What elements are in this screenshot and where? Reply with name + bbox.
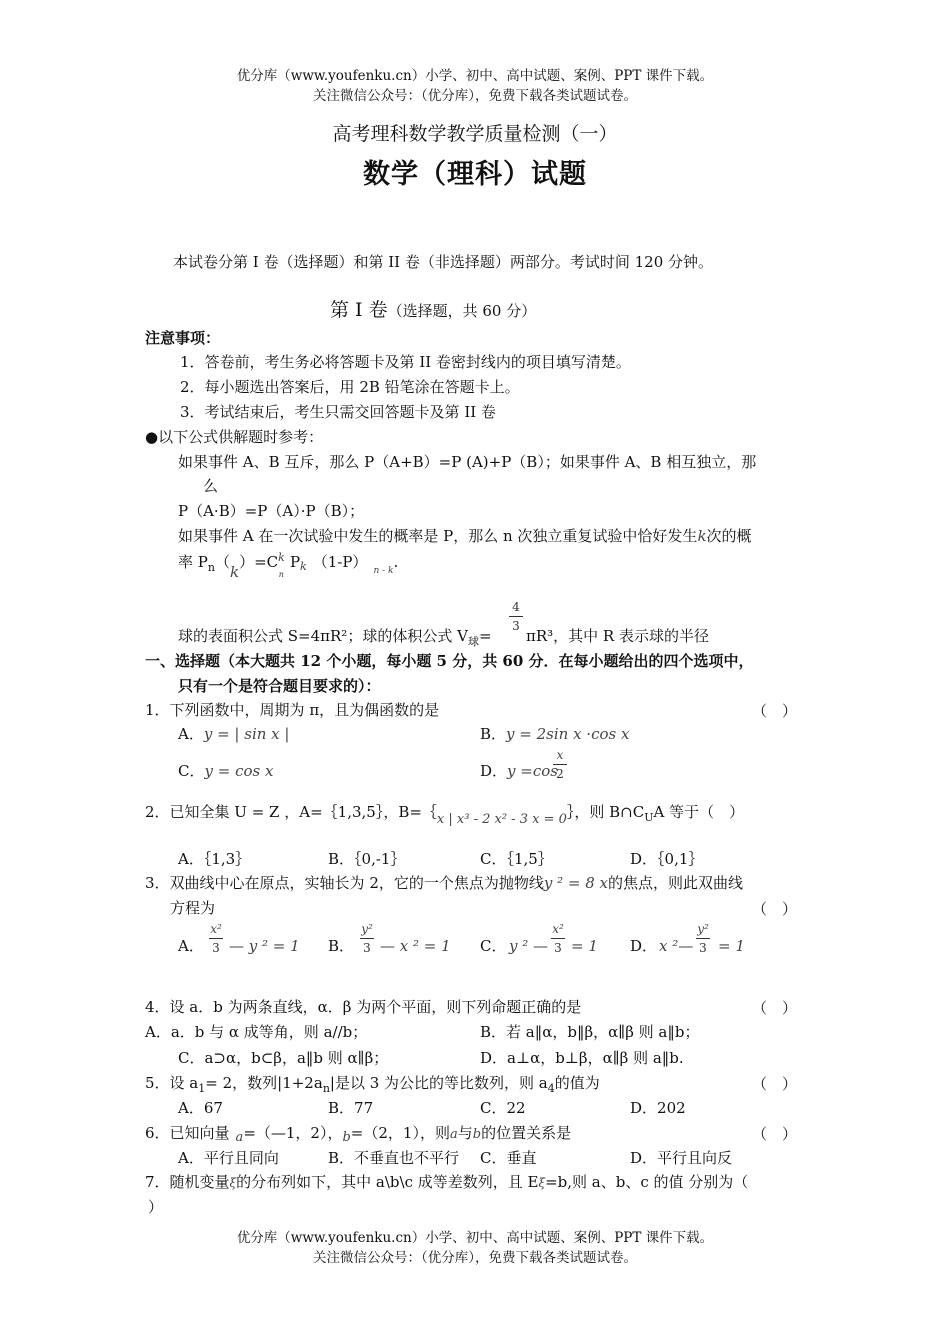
q1-c-expr: y = cos x: [204, 762, 274, 780]
q1-d-expr: y =cos: [507, 762, 558, 780]
q2-sub-u: U: [644, 811, 654, 824]
q3-a-label: A．: [178, 937, 204, 955]
q5-option-a: A．67: [178, 1099, 223, 1117]
footer-line-1: 优分库（www.youfenku.cn）小学、初中、高中试题、案例、PPT 课件下载。: [236, 1230, 714, 1246]
sphere-formula: [178, 626, 492, 652]
q3-d-label: D．: [630, 937, 658, 955]
section1-line-1: 一、选择题（本大题共 12 个小题，每小题 5 分，共 60 分．在每小题给出的四个选项中，: [145, 652, 754, 670]
q3-d-fraction: [694, 922, 712, 955]
part1-note: （选择题，共 60 分）: [387, 302, 537, 320]
q1-stem: 1．下列函数中，周期为 π，且为偶函数的是: [145, 701, 440, 719]
formula-pn-sub: n: [207, 561, 215, 574]
q3-c-label: C．: [480, 937, 507, 955]
q3-stem-2: 方程为: [170, 899, 216, 917]
formula-c-sup: k: [278, 551, 285, 564]
q5-option-d: D．202: [630, 1099, 686, 1117]
q6-stem-b: =（—1，2），: [243, 1124, 343, 1142]
part1-heading: [330, 300, 536, 321]
q7-stem-b: 的分布列如下，其中 a\b\c 成等差数列，且 E: [236, 1173, 539, 1191]
q3-c-den: 3: [554, 941, 562, 955]
q5-sub-n: n: [322, 1082, 330, 1095]
q1-c-label: C．: [178, 762, 205, 780]
exam-title: 数学（理科）试题: [363, 159, 587, 190]
q2-stem-a: 2．已知全集 U = Z ，A=｛1,3,5｝，B=｛: [145, 803, 437, 821]
q3-c-num: x²: [552, 922, 564, 936]
q4-option-a: A．a．b 与 α 成等角，则 a//b；: [145, 1023, 368, 1041]
formula-q-exp: n - k: [373, 566, 394, 576]
q7-stem-a: 7．随机变量: [145, 1173, 230, 1191]
section1-line-2: 只有一个是符合题目要求的）：: [178, 677, 381, 695]
q1-b-label: B．: [480, 725, 507, 743]
header-line-1: 优分库（www.youfenku.cn）小学、初中、高中试题、案例、PPT 课件下载。: [236, 68, 714, 84]
q6-stem-e: 的位置关系是: [481, 1124, 572, 1142]
q5-sub-4: 4: [547, 1082, 555, 1095]
q5-answer-paren: （ ）: [752, 1075, 798, 1093]
notice-item-1: 1．答卷前，考生务必将答题卡及第 II 卷密封线内的项目填写清楚。: [180, 353, 631, 371]
q2-set: x | x³ - 2 x² - 3 x = 0: [436, 812, 567, 827]
q3-a-rest: — y ² = 1: [229, 937, 300, 955]
q1-option-b: [480, 724, 629, 744]
sphere-frac-num: 4: [512, 600, 520, 614]
q1-d-fraction: [553, 748, 567, 781]
q3-d-rest: = 1: [718, 937, 745, 955]
q3-c-rest: = 1: [571, 937, 598, 955]
q7-xi: ξ: [229, 1176, 237, 1190]
q3-a-num: x²: [210, 922, 222, 936]
q1-a-label: A．: [178, 725, 204, 743]
formula-p: P: [289, 553, 301, 571]
formulas-heading: ●以下公式供解题时参考：: [145, 428, 324, 446]
formula-paren: （: [214, 553, 230, 571]
q5-option-c: C．22: [480, 1099, 526, 1117]
q3-a-fraction: [207, 922, 225, 955]
q2-stem-c: A 等于（ ）: [653, 803, 745, 821]
q1-b-expr: y = 2sin x ·cos x: [506, 725, 630, 743]
q1-d-label: D．: [480, 762, 508, 780]
formula-k: k: [697, 527, 707, 545]
q2-stem-b: ｝，则 B∩C: [566, 803, 645, 821]
q1-option-d: [480, 761, 558, 781]
q5-stem: [145, 1073, 600, 1099]
q7-xi-2: ξ: [538, 1176, 546, 1190]
q3-b-label: B．: [328, 937, 355, 955]
formula-line-3-end: 次的概: [706, 527, 752, 545]
q6-option-d: D．平行且向反: [630, 1149, 733, 1167]
q4-option-c: C．a⊃α，b⊂β，a‖b 则 α∥β；: [178, 1049, 389, 1067]
sphere-eq: =: [478, 627, 492, 645]
q3-stem-expr: y ² = 8 x: [543, 874, 608, 892]
sphere-sub: 球: [467, 635, 479, 648]
q3-b-den: 3: [363, 941, 371, 955]
q2-option-a: A．｛1,3｝: [178, 850, 251, 868]
q1-d-den: 2: [556, 767, 564, 781]
q6-vec-b2: b: [472, 1127, 482, 1142]
q3-d-den: 3: [699, 941, 707, 955]
q3-d-pre: x ²—: [659, 937, 694, 955]
q4-answer-paren: （ ）: [752, 999, 798, 1017]
formula-k2: k: [229, 563, 240, 581]
sphere-fraction: [508, 600, 524, 633]
q6-stem-c: =（2，1），则: [350, 1124, 450, 1142]
formula-line-3: [178, 526, 752, 546]
q2-option-c: C．｛1,5｝: [480, 850, 553, 868]
part1-heading-text: 第 I 卷: [330, 299, 388, 321]
formula-line-3-text: 如果事件 A 在一次试验中发生的概率是 P，那么 n 次独立重复试验中恰好发生: [178, 527, 698, 545]
q6-option-b: B．不垂直也不平行: [328, 1149, 460, 1167]
q3-c-pre: y ² —: [509, 937, 549, 955]
q2-option-d: D．｛0,1｝: [630, 850, 704, 868]
footer-line-2: 关注微信公众号：（优分库），免费下载各类试题试卷。: [313, 1250, 637, 1266]
q1-option-a: [178, 724, 289, 744]
q5-stem-a: 5．设 a: [145, 1074, 199, 1092]
q6-stem-a: 6．已知向量: [145, 1124, 230, 1142]
q3-stem-b: 的焦点，则此双曲线: [608, 874, 744, 892]
q3-b-fraction: [358, 922, 376, 955]
q5-stem-b: = 2，数列|1+2a: [205, 1074, 323, 1092]
formula-p-sup: k: [300, 560, 307, 573]
q7-stem-2: ）: [148, 1198, 164, 1216]
notice-item-3: 3．考试结束后，考生只需交回答题卡及第 II 卷: [180, 403, 496, 421]
sphere-text-b: πR³，其中 R 表示球的半径: [526, 627, 709, 645]
sphere-frac-den: 3: [512, 619, 520, 633]
q2-option-b: B．｛0,-1｝: [328, 850, 406, 868]
header-line-2: 关注微信公众号：（优分库），免费下载各类试题试卷。: [313, 88, 637, 104]
formula-line-2: P（A·B）=P（A）·P（B）；: [178, 502, 365, 520]
q7-stem: [145, 1172, 748, 1193]
formula-dot: .: [393, 553, 399, 571]
q1-answer-paren: （ ）: [752, 702, 798, 720]
q6-stem-d: 与: [457, 1124, 473, 1142]
q3-d-num: y²: [697, 922, 709, 936]
formula-c-sub: n: [278, 570, 284, 579]
notice-item-2: 2．每小题选出答案后，用 2B 铅笔涂在答题卡上。: [180, 378, 520, 396]
q6-option-c: C．垂直: [480, 1149, 537, 1167]
q4-stem: 4．设 a．b 为两条直线，α．β 为两个平面，则下列命题正确的是: [145, 998, 582, 1016]
q6-stem: [145, 1123, 571, 1145]
q3-stem: [145, 873, 743, 893]
formula-line-4: [178, 551, 399, 581]
q1-d-num: x: [556, 748, 564, 762]
q3-a-den: 3: [212, 941, 220, 955]
q3-c-fraction: [549, 922, 567, 955]
q6-answer-paren: （ ）: [752, 1125, 798, 1143]
formula-c: ）=C: [239, 553, 279, 571]
q7-stem-c: =b,则 a、b、c 的值 分别为（: [545, 1173, 749, 1191]
q1-option-c: [178, 761, 273, 781]
formula-line-1: 如果事件 A、B 互斥，那么 P（A+B）=P (A)+P（B）；如果事件 A、B 相互独立，那: [178, 453, 757, 471]
sphere-text-a: 球的表面积公式 S=4πR²；球的体积公式 V: [178, 627, 468, 645]
q6-vec-b: b: [342, 1130, 351, 1145]
q3-b-num: y²: [361, 922, 373, 936]
q3-b-rest: — x ² = 1: [380, 937, 451, 955]
q5-stem-c: |是以 3 为公比的等比数列，则 a: [329, 1074, 548, 1092]
notice-heading: 注意事项：: [145, 329, 221, 347]
q6-vec-a2: a: [449, 1127, 458, 1142]
q3-stem-a: 3．双曲线中心在原点，实轴长为 2，它的一个焦点为抛物线: [145, 874, 544, 892]
q1-a-expr: y = | sin x |: [203, 725, 290, 743]
q5-stem-d: 的值为: [554, 1074, 600, 1092]
q4-option-b: B．若 a‖α，b‖β，α∥β 则 a‖b；: [480, 1023, 700, 1041]
q3-answer-paren: （ ）: [752, 900, 798, 918]
formula-line-1b: 么: [203, 477, 219, 495]
q2-stem: [145, 802, 744, 828]
q6-vec-a: a: [235, 1130, 244, 1145]
q5-option-b: B．77: [328, 1099, 374, 1117]
formula-q: （1-P）: [312, 553, 368, 571]
intro-text: 本试卷分第 I 卷（选择题）和第 II 卷（非选择题）两部分。考试时间 120 分钟。: [173, 253, 714, 271]
q5-sub-1: 1: [198, 1082, 206, 1095]
formula-pn: 率 P: [178, 553, 208, 571]
q6-option-a: A．平行且同向: [178, 1149, 279, 1167]
q4-option-d: D．a⊥α，b⊥β，α∥β 则 a‖b.: [480, 1049, 684, 1067]
exam-subtitle: 高考理科数学教学质量检测（一）: [332, 123, 618, 145]
